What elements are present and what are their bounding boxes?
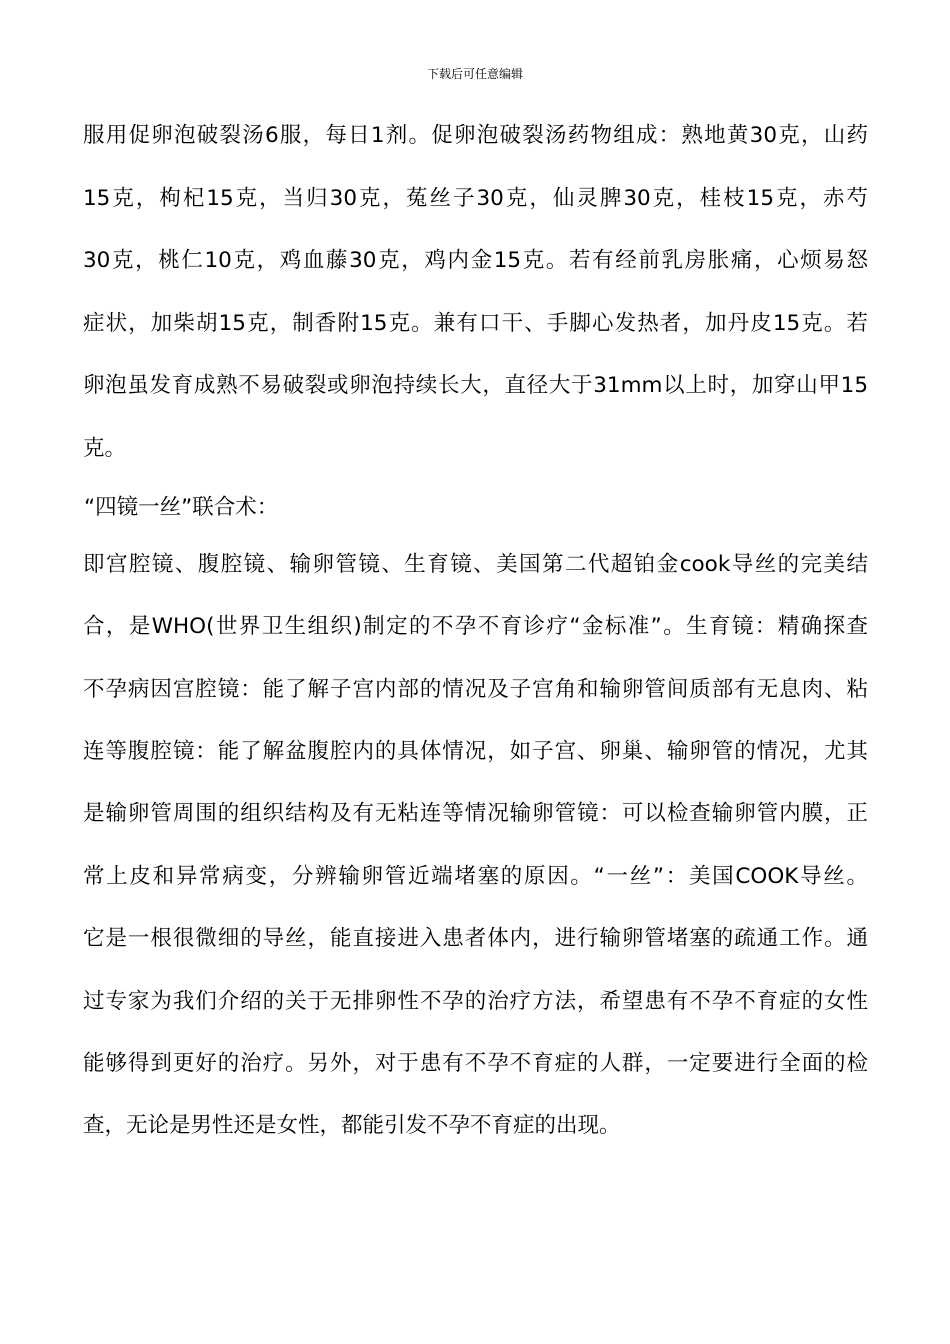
- paragraph-line: 连等腹腔镜：能了解盆腹腔内的具体情况，如子宫、卵巢、输卵管的情况，尤其: [83, 739, 868, 764]
- paragraph-line: 不孕病因宫腔镜：能了解子宫内部的情况及子宫角和输卵管间质部有无息肉、粘: [83, 677, 868, 702]
- paragraph-line: 即宫腔镜、腹腔镜、输卵管镜、生育镜、美国第二代超铂金cook导丝的完美结: [83, 552, 868, 577]
- paragraph-line: 30克，桃仁10克，鸡血藤30克，鸡内金15克。若有经前乳房胀痛，心烦易怒: [83, 248, 868, 273]
- paragraph-line: 常上皮和异常病变，分辨输卵管近端堵塞的原因。“一丝”：美国COOK导丝。: [83, 864, 868, 889]
- paragraph-line: 过专家为我们介绍的关于无排卵性不孕的治疗方法，希望患有不孕不育症的女性: [83, 989, 868, 1014]
- paragraph-line: 合，是WHO(世界卫生组织)制定的不孕不育诊疗“金标准”。生育镜：精确探查: [83, 614, 868, 639]
- paragraph-line: 服用促卵泡破裂汤6服，每日1剂。促卵泡破裂汤药物组成：熟地黄30克，山药: [83, 123, 868, 148]
- paragraph-line: 卵泡虽发育成熟不易破裂或卵泡持续长大，直径大于31mm以上时，加穿山甲15: [83, 373, 868, 398]
- paragraph-line: 能够得到更好的治疗。另外，对于患有不孕不育症的人群，一定要进行全面的检: [83, 1051, 868, 1076]
- paragraph-line: 它是一根很微细的导丝，能直接进入患者体内，进行输卵管堵塞的疏通工作。通: [83, 926, 868, 951]
- paragraph-line: 克。: [83, 436, 127, 461]
- paragraph-line: 15克，枸杞15克，当归30克，菟丝子30克，仙灵脾30克，桂枝15克，赤芍: [83, 186, 868, 211]
- paragraph-line: 症状，加柴胡15克，制香附15克。兼有口干、手脚心发热者，加丹皮15克。若: [83, 311, 868, 336]
- paragraph-line: 是输卵管周围的组织结构及有无粘连等情况输卵管镜：可以检查输卵管内膜，正: [83, 801, 868, 826]
- paragraph-line: 查，无论是男性还是女性，都能引发不孕不育症的出现。: [83, 1113, 621, 1138]
- section-heading: “四镜一丝”联合术：: [84, 495, 279, 520]
- page-header: 下载后可任意编辑: [426, 67, 523, 81]
